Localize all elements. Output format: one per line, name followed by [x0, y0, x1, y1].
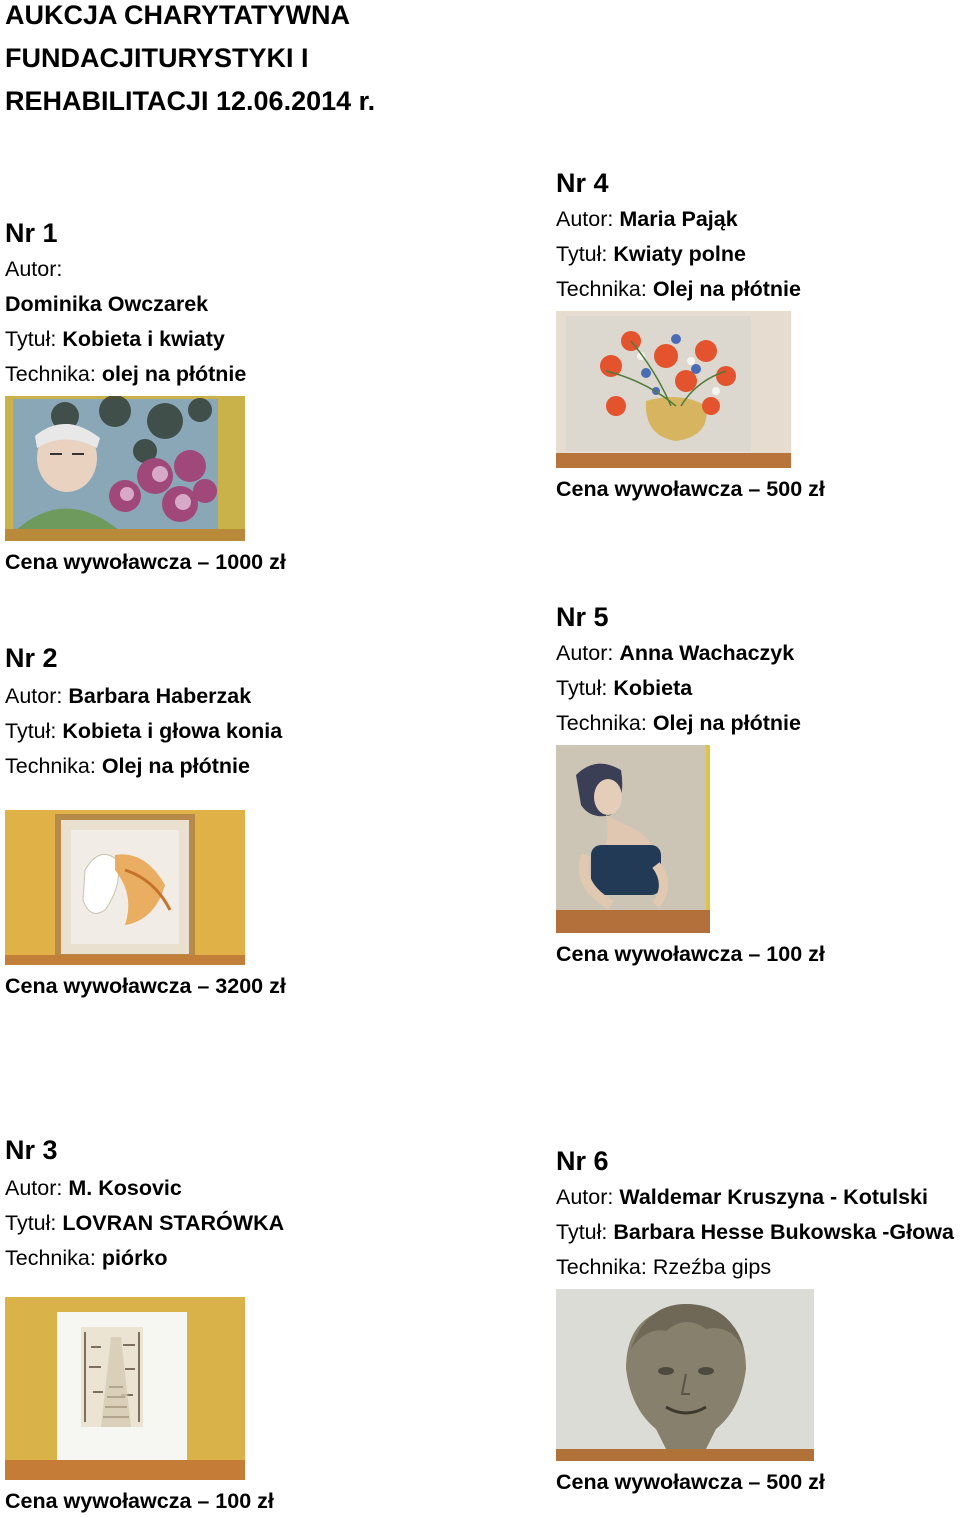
- author-row: [5, 252, 246, 287]
- title-row: [5, 322, 246, 357]
- lot-number: Nr 2: [5, 643, 58, 673]
- technique-row: [556, 1250, 954, 1285]
- technique-label: Technika:: [556, 1255, 647, 1279]
- author-row: [5, 1171, 284, 1206]
- lot-number: Nr 4: [556, 168, 609, 198]
- lot-3: [5, 1131, 284, 1276]
- lot-number: Nr 3: [5, 1135, 58, 1165]
- title-label: Tytuł:: [5, 719, 57, 743]
- lot-number: Nr 5: [556, 602, 609, 632]
- lot-1-photo: [5, 396, 245, 541]
- title-value: Kobieta i głowa konia: [62, 719, 283, 743]
- technique-label: Technika:: [5, 1246, 96, 1270]
- title-value: Barbara Hesse Bukowska -Głowa: [613, 1220, 954, 1244]
- title-row: [5, 1206, 284, 1241]
- technique-label: Technika:: [556, 711, 647, 735]
- technique-value: Rzeźba gips: [652, 1255, 772, 1279]
- title-label: Tytuł:: [556, 1220, 608, 1244]
- lot-1-price: Cena wywoławcza – 1000 zł: [5, 550, 286, 574]
- technique-label: Technika:: [5, 362, 96, 386]
- technique-row: [5, 1241, 284, 1276]
- page-title-line: FUNDACJITURYSTYKI I: [5, 43, 309, 73]
- technique-label: Technika:: [5, 754, 96, 778]
- author-value: Anna Wachaczyk: [619, 641, 795, 665]
- technique-row: [5, 357, 246, 392]
- lot-number: Nr 6: [556, 1146, 609, 1176]
- lot-4-price: Cena wywoławcza – 500 zł: [556, 477, 825, 501]
- author-label: Autor:: [556, 207, 614, 231]
- lot-5-price: Cena wywoławcza – 100 zł: [556, 942, 825, 966]
- author-label: Autor:: [556, 641, 614, 665]
- technique-label: Technika:: [556, 277, 647, 301]
- lot-6: [556, 1142, 954, 1285]
- lot-number: Nr 1: [5, 218, 58, 248]
- author-label: Autor:: [5, 1176, 63, 1200]
- lot-2-price: Cena wywoławcza – 3200 zł: [5, 974, 286, 998]
- title-label: Tytuł:: [556, 676, 608, 700]
- lot-4: [556, 164, 801, 307]
- lot-5: [556, 598, 801, 741]
- author-row: [556, 636, 801, 671]
- lot-2: [5, 639, 282, 784]
- author-label: Autor:: [5, 684, 63, 708]
- lot-2-photo: [5, 810, 245, 965]
- technique-value: Olej na płótnie: [652, 711, 801, 735]
- author-row: [5, 679, 282, 714]
- author-label: Autor:: [5, 257, 63, 281]
- technique-row: [556, 272, 801, 307]
- author-value: M. Kosovic: [68, 1176, 182, 1200]
- title-row: [5, 714, 282, 749]
- title-row: [556, 671, 801, 706]
- page-title-line: REHABILITACJI 12.06.2014 r.: [5, 86, 376, 116]
- author-row: [556, 1180, 954, 1215]
- lot-3-price: Cena wywoławcza – 100 zł: [5, 1489, 274, 1513]
- lot-3-photo: [5, 1297, 245, 1480]
- title-value: Kobieta i kwiaty: [62, 327, 225, 351]
- page-title: [5, 0, 425, 123]
- title-label: Tytuł:: [556, 242, 608, 266]
- technique-value: Olej na płótnie: [652, 277, 801, 301]
- lot-4-photo: [556, 311, 791, 468]
- technique-value: olej na płótnie: [101, 362, 247, 386]
- title-label: Tytuł:: [5, 327, 57, 351]
- lot-6-price: Cena wywoławcza – 500 zł: [556, 1470, 825, 1494]
- technique-row: [556, 706, 801, 741]
- author-row: [5, 287, 246, 322]
- title-row: [556, 1215, 954, 1250]
- lot-5-photo: [556, 745, 710, 933]
- page-title-line: AUKCJA CHARYTATYWNA: [5, 0, 350, 30]
- lot-6-photo: [556, 1289, 814, 1461]
- title-label: Tytuł:: [5, 1211, 57, 1235]
- author-value: Maria Pająk: [619, 207, 738, 231]
- author-value: Dominika Owczarek: [5, 292, 209, 316]
- technique-row: [5, 749, 282, 784]
- lot-1: [5, 214, 246, 392]
- technique-value: piórko: [101, 1246, 168, 1270]
- title-value: LOVRAN STARÓWKA: [62, 1211, 285, 1235]
- title-value: Kwiaty polne: [613, 242, 746, 266]
- title-value: Kobieta: [613, 676, 693, 700]
- author-value: Barbara Haberzak: [68, 684, 252, 708]
- author-value: Waldemar Kruszyna - Kotulski: [619, 1185, 928, 1209]
- title-row: [556, 237, 801, 272]
- technique-value: Olej na płótnie: [101, 754, 250, 778]
- author-row: [556, 202, 801, 237]
- author-label: Autor:: [556, 1185, 614, 1209]
